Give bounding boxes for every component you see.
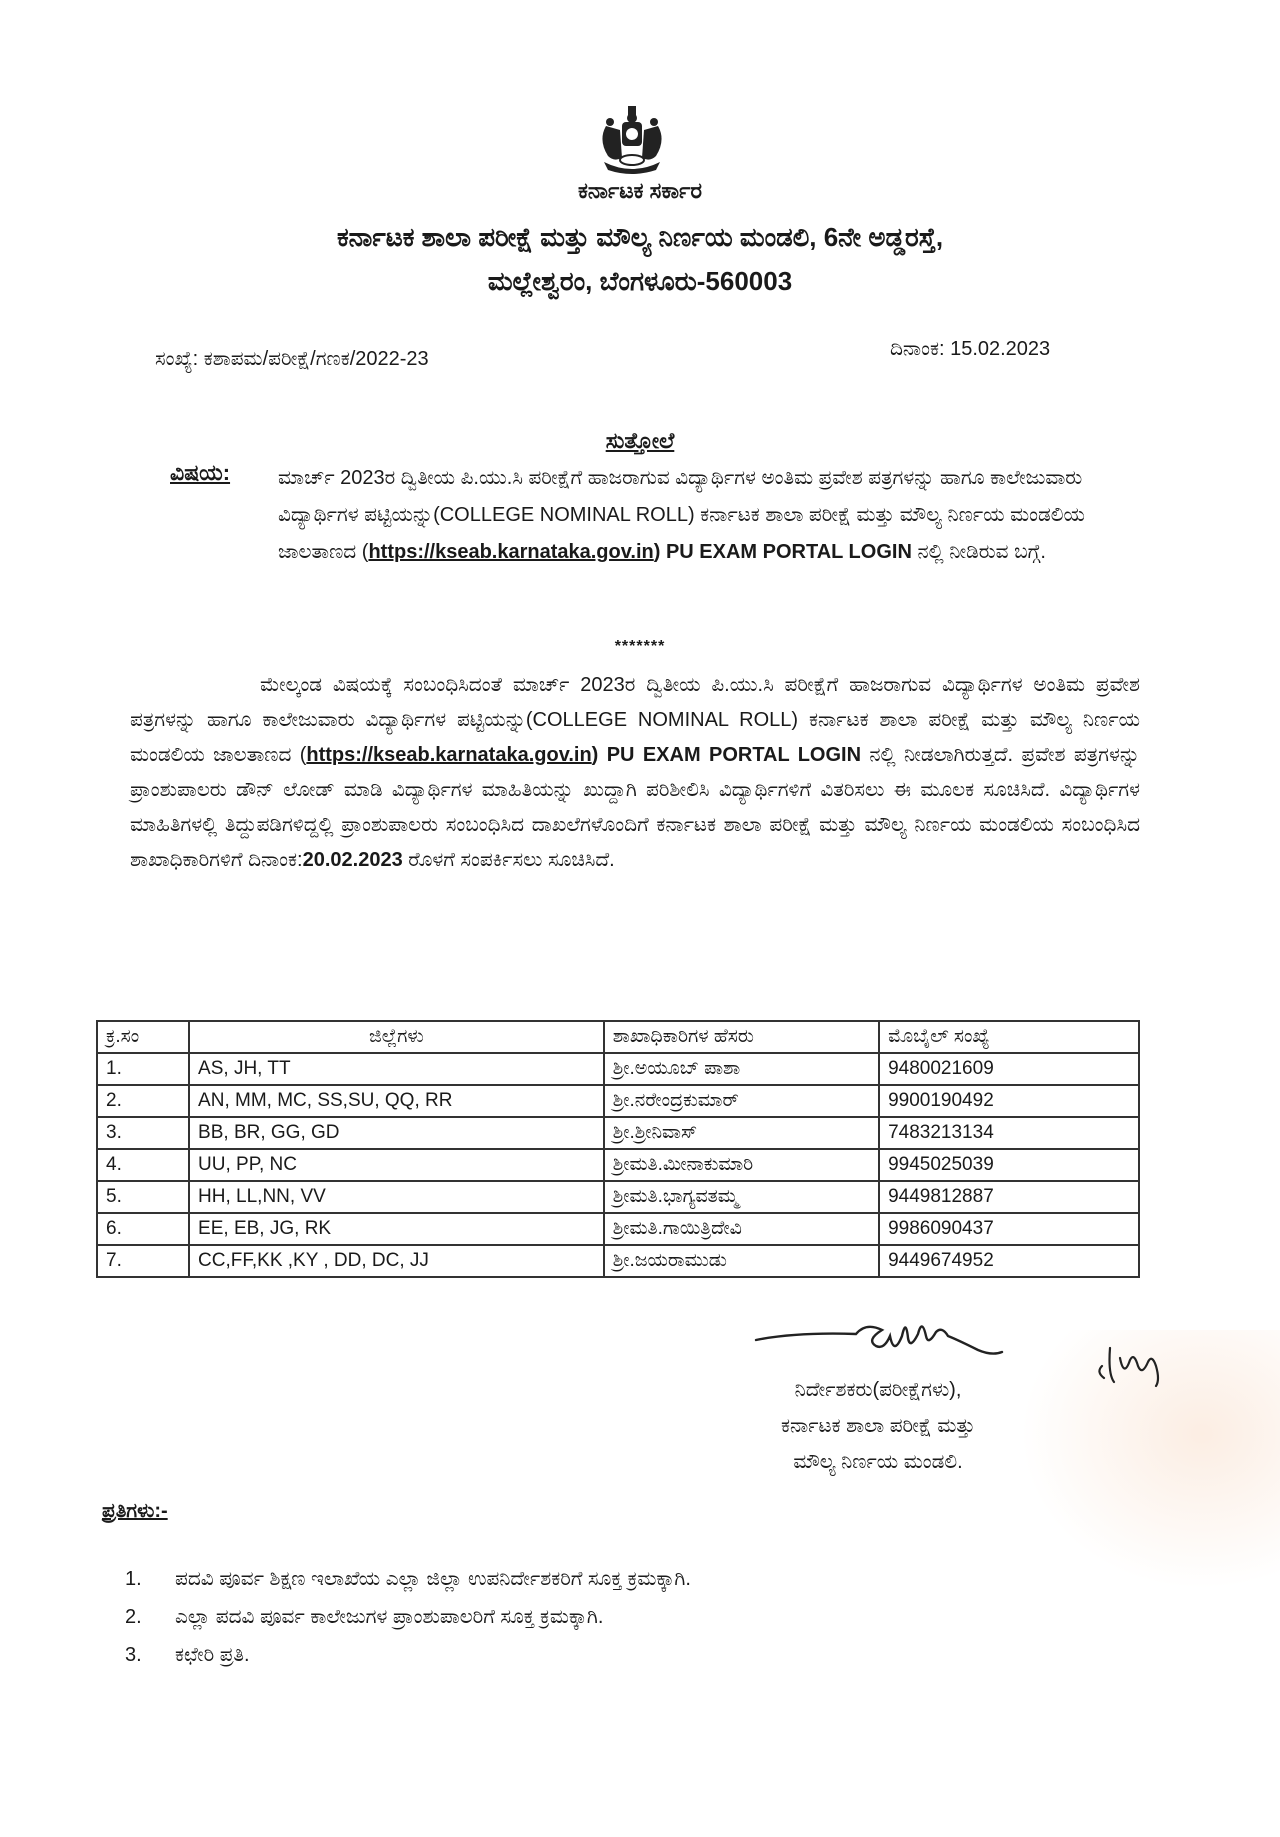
- header-mobile: ಮೊಬೈಲ್ ಸಂಖ್ಯೆ: [879, 1021, 1139, 1053]
- cell-sl: 3.: [97, 1117, 189, 1149]
- cell-mobile: 9449812887: [879, 1181, 1139, 1213]
- cell-mobile: 9449674952: [879, 1245, 1139, 1277]
- cell-districts: AN, MM, MC, SS,SU, QQ, RR: [189, 1085, 604, 1117]
- copies-list: [125, 1560, 691, 1674]
- cell-officer: ಶ್ರೀ.ಜಯರಾಮುಡು: [604, 1245, 879, 1277]
- body-part1: ಮೇಲ್ಕಂಡ ವಿಷಯಕ್ಕೆ ಸಂಬಂಧಿಸಿದಂತೆ ಮಾರ್ಚ್ 2023ರ ದ್ವಿತೀಯ ಪಿ.ಯು.ಸಿ ಪರೀಕ್ಷೆಗೆ ಹಾಜರಾಗುವ ವಿದ್ಯಾರ್ಥಿಗಳ ಅಂತಿಮ ಪ್ರವೇಶ ಪತ್ರಗಳನ್ನು ಹಾಗೂ ಕಾಲೇಜುವಾರು ವಿದ್ಯಾರ್ಥಿಗಳ ಪಟ್ಟಿಯನ್ನು(COLLEGE NOMINAL ROLL) ಕರ್ನಾಟಕ ಶಾಲಾ ಪರೀಕ್ಷೆ ಮತ್ತು ಮೌಲ್ಯ ನಿರ್ಣಯ ಮಂಡಲಿಯ ಜಾಲತಾಣದ (: [130, 674, 1140, 766]
- header-districts: ಜಿಲ್ಲೆಗಳು: [189, 1021, 604, 1053]
- subject-portal: PU EXAM PORTAL LOGIN: [665, 541, 912, 563]
- list-item: [125, 1598, 691, 1636]
- table-row: [97, 1117, 1139, 1149]
- copy-number: 1.: [125, 1568, 142, 1590]
- circular-title: ಸುತ್ತೋಲೆ: [605, 428, 675, 453]
- cell-officer: ಶ್ರೀ.ನರೇಂದ್ರಕುಮಾರ್: [604, 1085, 879, 1117]
- cell-sl: 2.: [97, 1085, 189, 1117]
- list-item: [125, 1636, 691, 1674]
- copy-number: 2.: [125, 1606, 142, 1628]
- copy-text: ಕಛೇರಿ ಪ್ರತಿ.: [175, 1644, 250, 1666]
- cell-districts: UU, PP, NC: [189, 1149, 604, 1181]
- body-portal: PU EXAM PORTAL LOGIN: [606, 744, 862, 766]
- copies-label: ಪ್ರತಿಗಳು:-: [102, 1500, 168, 1522]
- table-row: [97, 1213, 1139, 1245]
- cell-officer: ಶ್ರೀಮತಿ.ಭಾಗ್ಯವತಮ್ಮ: [604, 1181, 879, 1213]
- issue-date: ದಿನಾಂಕ: 15.02.2023: [890, 338, 1051, 360]
- subject-part1: ಮಾರ್ಚ್ 2023ರ ದ್ವಿತೀಯ ಪಿ.ಯು.ಸಿ ಪರೀಕ್ಷೆಗೆ ಹಾಜರಾಗುವ ವಿದ್ಯಾರ್ಥಿಗಳ ಅಂತಿಮ ಪ್ರವೇಶ ಪತ್ರಗಳನ್ನು ಹಾಗೂ ಕಾಲೇಜುವಾರು ವಿದ್ಯಾರ್ಥಿಗಳ ಪಟ್ಟಿಯನ್ನು(COLLEGE NOMINAL ROLL) ಕರ್ನಾಟಕ ಶಾಲಾ ಪರೀಕ್ಷೆ ಮತ್ತು ಮೌಲ್ಯ ನಿರ್ಣಯ ಮಂಡಲಿಯ ಜಾಲತಾಣದ (: [278, 467, 1085, 563]
- body-part2: ): [591, 744, 599, 766]
- table-row: [97, 1181, 1139, 1213]
- cell-districts: BB, BR, GG, GD: [189, 1117, 604, 1149]
- table-row: [97, 1085, 1139, 1117]
- body-part3: ನಲ್ಲಿ ನೀಡಲಾಗಿರುತ್ತದೆ. ಪ್ರವೇಶ ಪತ್ರಗಳನ್ನು ಪ್ರಾಂಶುಪಾಲರು ಡೌನ್ ಲೋಡ್ ಮಾಡಿ ವಿದ್ಯಾರ್ಥಿಗಳ ಮಾಹಿತಿಯನ್ನು ಖುದ್ದಾಗಿ ಪರಿಶೀಲಿಸಿ ವಿದ್ಯಾರ್ಥಿಗಳಿಗೆ ವಿತರಿಸಲು ಈ ಮೂಲಕ ಸೂಚಿಸಿದೆ. ವಿದ್ಯಾರ್ಥಿಗಳ ಮಾಹಿತಿಗಳಲ್ಲಿ ತಿದ್ದುಪಡಿಗಳಿದ್ದಲ್ಲಿ ಪ್ರಾಂಶುಪಾಲರು ಸಂಬಂಧಿಸಿದ ದಾಖಲೆಗಳೊಂದಿಗೆ ಕರ್ನಾಟಕ ಶಾಲಾ ಪರೀಕ್ಷೆ ಮತ್ತು ಮೌಲ್ಯ ನಿರ್ಣಯ ಮಂಡಲಿಯ ಸಂಬಂಧಿಸಿದ ಶಾಖಾಧಿಕಾರಿಗಳಿಗೆ ದಿನಾಂಕ:: [130, 744, 1140, 871]
- cell-officer: ಶ್ರೀ.ಅಯೂಬ್ ಪಾಶಾ: [604, 1053, 879, 1085]
- table-header-row: [97, 1021, 1139, 1053]
- cell-mobile: 9480021609: [879, 1053, 1139, 1085]
- cell-mobile: 9900190492: [879, 1085, 1139, 1117]
- cell-sl: 7.: [97, 1245, 189, 1277]
- subject-text: [278, 460, 1138, 571]
- cell-officer: ಶ್ರೀ.ಶ್ರೀನಿವಾಸ್: [604, 1117, 879, 1149]
- cell-officer: ಶ್ರೀಮತಿ.ಗಾಯಿತ್ರಿದೇವಿ: [604, 1213, 879, 1245]
- copy-number: 3.: [125, 1644, 142, 1666]
- header-officer: ಶಾಖಾಧಿಕಾರಿಗಳ ಹೆಸರು: [604, 1021, 879, 1053]
- table-row: [97, 1149, 1139, 1181]
- cell-sl: 6.: [97, 1213, 189, 1245]
- cell-sl: 5.: [97, 1181, 189, 1213]
- table-row: [97, 1053, 1139, 1085]
- signatory-org-line1: ಕರ್ನಾಟಕ ಶಾಲಾ ಪರೀಕ್ಷೆ ಮತ್ತು: [780, 1415, 976, 1437]
- body-deadline: 20.02.2023: [302, 849, 403, 871]
- board-address-line1: ಕರ್ನಾಟಕ ಶಾಲಾ ಪರೀಕ್ಷೆ ಮತ್ತು ಮೌಲ್ಯ ನಿರ್ಣಯ ಮಂಡಲಿ, 6ನೇ ಅಡ್ಡರಸ್ತೆ,: [336, 222, 944, 252]
- subject-url-link[interactable]: https://kseab.karnataka.gov.in: [368, 541, 654, 563]
- government-name: ಕರ್ನಾಟಕ ಸರ್ಕಾರ: [577, 178, 703, 203]
- cell-sl: 1.: [97, 1053, 189, 1085]
- body-paragraph: [130, 668, 1140, 878]
- cell-districts: EE, EB, JG, RK: [189, 1213, 604, 1245]
- cell-mobile: 9945025039: [879, 1149, 1139, 1181]
- officers-table: [96, 1020, 1140, 1278]
- cell-districts: AS, JH, TT: [189, 1053, 604, 1085]
- copy-text: ಪದವಿ ಪೂರ್ವ ಶಿಕ್ಷಣ ಇಲಾಖೆಯ ಎಲ್ಲಾ ಜಿಲ್ಲಾ ಉಪನಿರ್ದೇಶಕರಿಗೆ ಸೂಕ್ತ ಕ್ರಮಕ್ಕಾಗಿ.: [175, 1568, 691, 1590]
- cell-officer: ಶ್ರೀಮತಿ.ಮೀನಾಕುಮಾರಿ: [604, 1149, 879, 1181]
- board-address-line2: ಮಲ್ಲೇಶ್ವರಂ, ಬೆಂಗಳೂರು-560003: [487, 266, 793, 296]
- signatory-org-line2: ಮೌಲ್ಯ ನಿರ್ಣಯ ಮಂಡಲಿ.: [793, 1451, 963, 1473]
- cell-mobile: 9986090437: [879, 1213, 1139, 1245]
- copy-text: ಎಲ್ಲಾ ಪದವಿ ಪೂರ್ವ ಕಾಲೇಜುಗಳ ಪ್ರಾಂಶುಪಾಲರಿಗೆ ಸೂಕ್ತ ಕ್ರಮಕ್ಕಾಗಿ.: [175, 1606, 604, 1628]
- table-row: [97, 1245, 1139, 1277]
- body-part4: ರೊಳಗೆ ಸಂಪರ್ಕಿಸಲು ಸೂಚಿಸಿದೆ.: [402, 849, 615, 871]
- signatory-block: [718, 1372, 1038, 1480]
- karnataka-emblem-icon: [592, 104, 672, 176]
- subject-part2: ): [653, 541, 661, 563]
- subject-part3: ನಲ್ಲಿ ನೀಡಿರುವ ಬಗ್ಗೆ.: [917, 541, 1046, 563]
- cell-mobile: 7483213134: [879, 1117, 1139, 1149]
- subject-label: ವಿಷಯ:: [170, 460, 231, 485]
- cell-sl: 4.: [97, 1149, 189, 1181]
- body-url-link[interactable]: https://kseab.karnataka.gov.in: [306, 744, 592, 766]
- reference-number: ಸಂಖ್ಯೆ: ಕಶಾಪಮ/ಪರೀಕ್ಷೆ/ಗಣಕ/2022-23: [155, 348, 429, 370]
- signatory-designation: ನಿರ್ದೇಶಕರು(ಪರೀಕ್ಷೆಗಳು),: [794, 1379, 962, 1401]
- cell-districts: HH, LL,NN, VV: [189, 1181, 604, 1213]
- list-item: [125, 1560, 691, 1598]
- header-sl: ಕ್ರ.ಸಂ: [97, 1021, 189, 1053]
- cell-districts: CC,FF,KK ,KY , DD, DC, JJ: [189, 1245, 604, 1277]
- separator: *******: [614, 638, 666, 655]
